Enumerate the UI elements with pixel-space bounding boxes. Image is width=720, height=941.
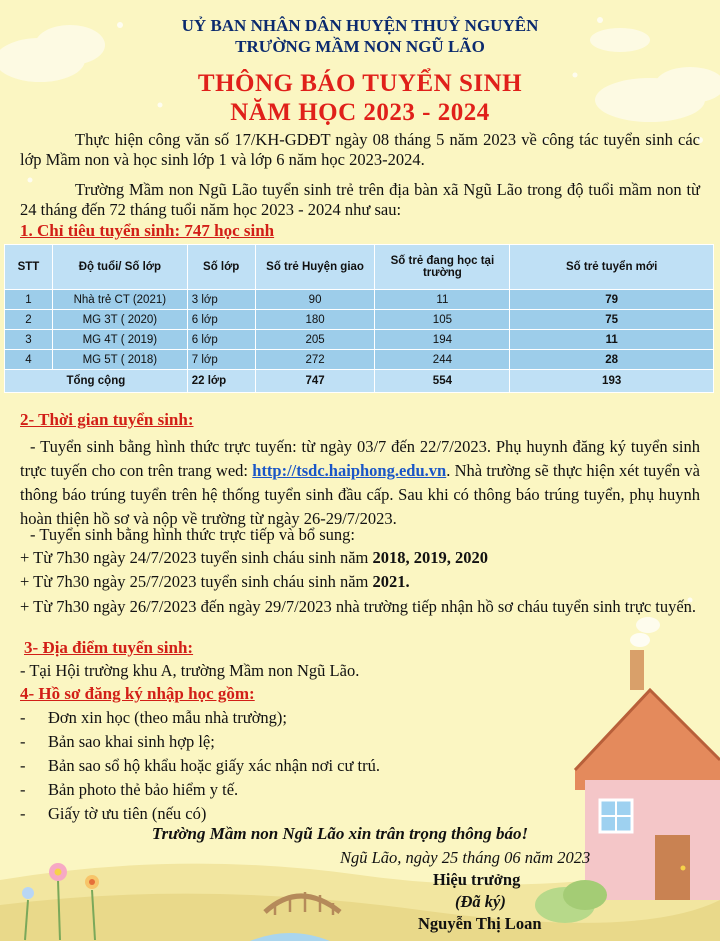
document-item-text: Bản sao sổ hộ khẩu hoặc giấy xác nhận nơi cư trú. <box>48 756 380 775</box>
document-list-item <box>20 732 215 752</box>
table-cell: 3 <box>5 330 53 350</box>
table-cell: 28 <box>510 350 714 370</box>
table-cell: 6 lớp <box>187 330 255 350</box>
document-list-item <box>20 756 380 776</box>
table-cell: 75 <box>510 310 714 330</box>
table-header-cell: STT <box>5 245 53 290</box>
table-header-cell: Số lớp <box>187 245 255 290</box>
table-total-cell: 193 <box>510 370 714 393</box>
table-cell: 6 lớp <box>187 310 255 330</box>
table-cell: 4 <box>5 350 53 370</box>
table-cell: 90 <box>255 290 375 310</box>
signature-position: Hiệu trưởng <box>433 870 521 889</box>
table-row <box>5 330 714 350</box>
online-rest-text: . Nhà trường sẽ thực hiện xét tuyển và thông báo trúng tuyển trên hệ thống tuyển sinh đầu cấp. Sau khi có thông báo trúng tuyển, phụ huynh hoàn thiện hồ sơ và nộp về trường từ ngày 26-29/7/2023. <box>20 461 700 528</box>
enrollment-table <box>4 244 714 393</box>
table-cell: 194 <box>375 330 510 350</box>
table-row <box>5 350 714 370</box>
table-header-cell: Số trẻ tuyển mới <box>510 245 714 290</box>
bullet-dash: - <box>20 804 26 823</box>
online-intro-text: - Tuyển sinh bằng hình thức trực tuyến: từ ngày 03/7 đến 22/7/2023. Phụ huynh đăng ký tuyển sinh trực tuyến cho con trên trang wed: <box>20 437 700 480</box>
title-announcement: THÔNG BÁO TUYỂN SINH <box>197 70 523 97</box>
location-text: - Tại Hội trường khu A, trường Mầm non Ngũ Lão. <box>20 661 360 680</box>
enrollment-website-link[interactable]: http://tsdc.haiphong.edu.vn <box>252 461 447 480</box>
bullet-dash: - <box>20 732 26 751</box>
table-header-cell: Số trẻ Huyện giao <box>255 245 375 290</box>
bullet-dash: - <box>20 780 26 799</box>
signature-signed-note: (Đã ký) <box>455 892 506 911</box>
table-cell: MG 3T ( 2020) <box>52 310 187 330</box>
section-4-heading: 4- Hồ sơ đăng ký nhập học gồm: <box>20 684 255 703</box>
document-item-text: Giấy tờ ưu tiên (nếu có) <box>48 804 207 823</box>
intro-paragraph-1: Thực hiện công văn số 17/KH-GDĐT ngày 08 tháng 5 năm 2023 về công tác tuyển sinh các lớp Mầm non và học sinh lớp 1 và lớp 6 năm học 2023-2024. <box>20 130 700 169</box>
direct-enrollment-item-3: + Từ 7h30 ngày 26/7/2023 đến ngày 29/7/2023 nhà trường tiếp nhận hồ sơ cháu tuyển sinh trực tuyến. <box>20 597 697 616</box>
direct-enrollment-item-1 <box>20 548 700 568</box>
table-cell: 244 <box>375 350 510 370</box>
item-1-years: 2018, 2019, 2020 <box>372 548 488 567</box>
document-item-text: Bản sao khai sinh hợp lệ; <box>48 732 215 751</box>
document-list-item <box>20 804 206 824</box>
intro-paragraph-2: Trường Mầm non Ngũ Lão tuyển sinh trẻ trên địa bàn xã Ngũ Lão trong độ tuổi mầm non từ 24 tháng đến 72 tháng tuổi năm học 2023 - 2024 như sau: <box>20 180 700 219</box>
document-item-text: Bản photo thẻ bảo hiểm y tế. <box>48 780 239 799</box>
table-cell: 180 <box>255 310 375 330</box>
table-header-cell: Số trẻ đang học tại trường <box>375 245 510 290</box>
bullet-dash: - <box>20 756 26 775</box>
header-school: TRƯỜNG MẦM NON NGŨ LÃO <box>235 37 485 56</box>
table-header-row <box>5 245 714 290</box>
table-cell: 7 lớp <box>187 350 255 370</box>
table-cell: 79 <box>510 290 714 310</box>
table-cell: 2 <box>5 310 53 330</box>
table-total-cell: 554 <box>375 370 510 393</box>
table-header-cell: Độ tuổi/ Số lớp <box>52 245 187 290</box>
signature-place-date: Ngũ Lão, ngày 25 tháng 06 năm 2023 <box>340 848 591 867</box>
table-cell: Nhà trẻ CT (2021) <box>52 290 187 310</box>
table-total-cell: 747 <box>255 370 375 393</box>
direct-enrollment-item-2 <box>20 572 700 592</box>
table-cell: 11 <box>510 330 714 350</box>
item-2-text: + Từ 7h30 ngày 25/7/2023 tuyển sinh cháu sinh năm <box>20 572 373 591</box>
bullet-dash: - <box>20 708 26 727</box>
table-cell: 1 <box>5 290 53 310</box>
section-1-heading: 1. Chỉ tiêu tuyển sinh: 747 học sinh <box>20 221 275 240</box>
table-total-label: Tổng cộng <box>5 370 188 393</box>
table-cell: 105 <box>375 310 510 330</box>
item-2-year: 2021. <box>372 572 410 591</box>
table-total-cell: 22 lớp <box>187 370 255 393</box>
signature-name: Nguyễn Thị Loan <box>418 914 542 933</box>
section-2-heading: 2- Thời gian tuyển sinh: <box>20 410 194 429</box>
table-total-row <box>5 370 714 393</box>
table-cell: 3 lớp <box>187 290 255 310</box>
document-item-text: Đơn xin học (theo mẫu nhà trường); <box>48 708 288 727</box>
table-cell: 272 <box>255 350 375 370</box>
table-cell: MG 4T ( 2019) <box>52 330 187 350</box>
closing-statement: Trường Mầm non Ngũ Lão xin trân trọng thông báo! <box>151 824 529 843</box>
table-row <box>5 290 714 310</box>
table-cell: MG 5T ( 2018) <box>52 350 187 370</box>
online-enrollment-paragraph <box>20 435 700 531</box>
title-school-year: NĂM HỌC 2023 - 2024 <box>230 99 490 126</box>
table-row <box>5 310 714 330</box>
direct-enrollment-intro: - Tuyển sinh bằng hình thức trực tiếp và bổ sung: <box>30 525 355 544</box>
table-cell: 11 <box>375 290 510 310</box>
section-3-heading: 3- Địa điểm tuyển sinh: <box>24 638 194 657</box>
document-list-item <box>20 780 238 800</box>
document-list-item <box>20 708 287 728</box>
table-cell: 205 <box>255 330 375 350</box>
header-district: UỶ BAN NHÂN DÂN HUYỆN THUỶ NGUYÊN <box>181 16 539 35</box>
item-1-text: + Từ 7h30 ngày 24/7/2023 tuyển sinh cháu sinh năm <box>20 548 373 567</box>
